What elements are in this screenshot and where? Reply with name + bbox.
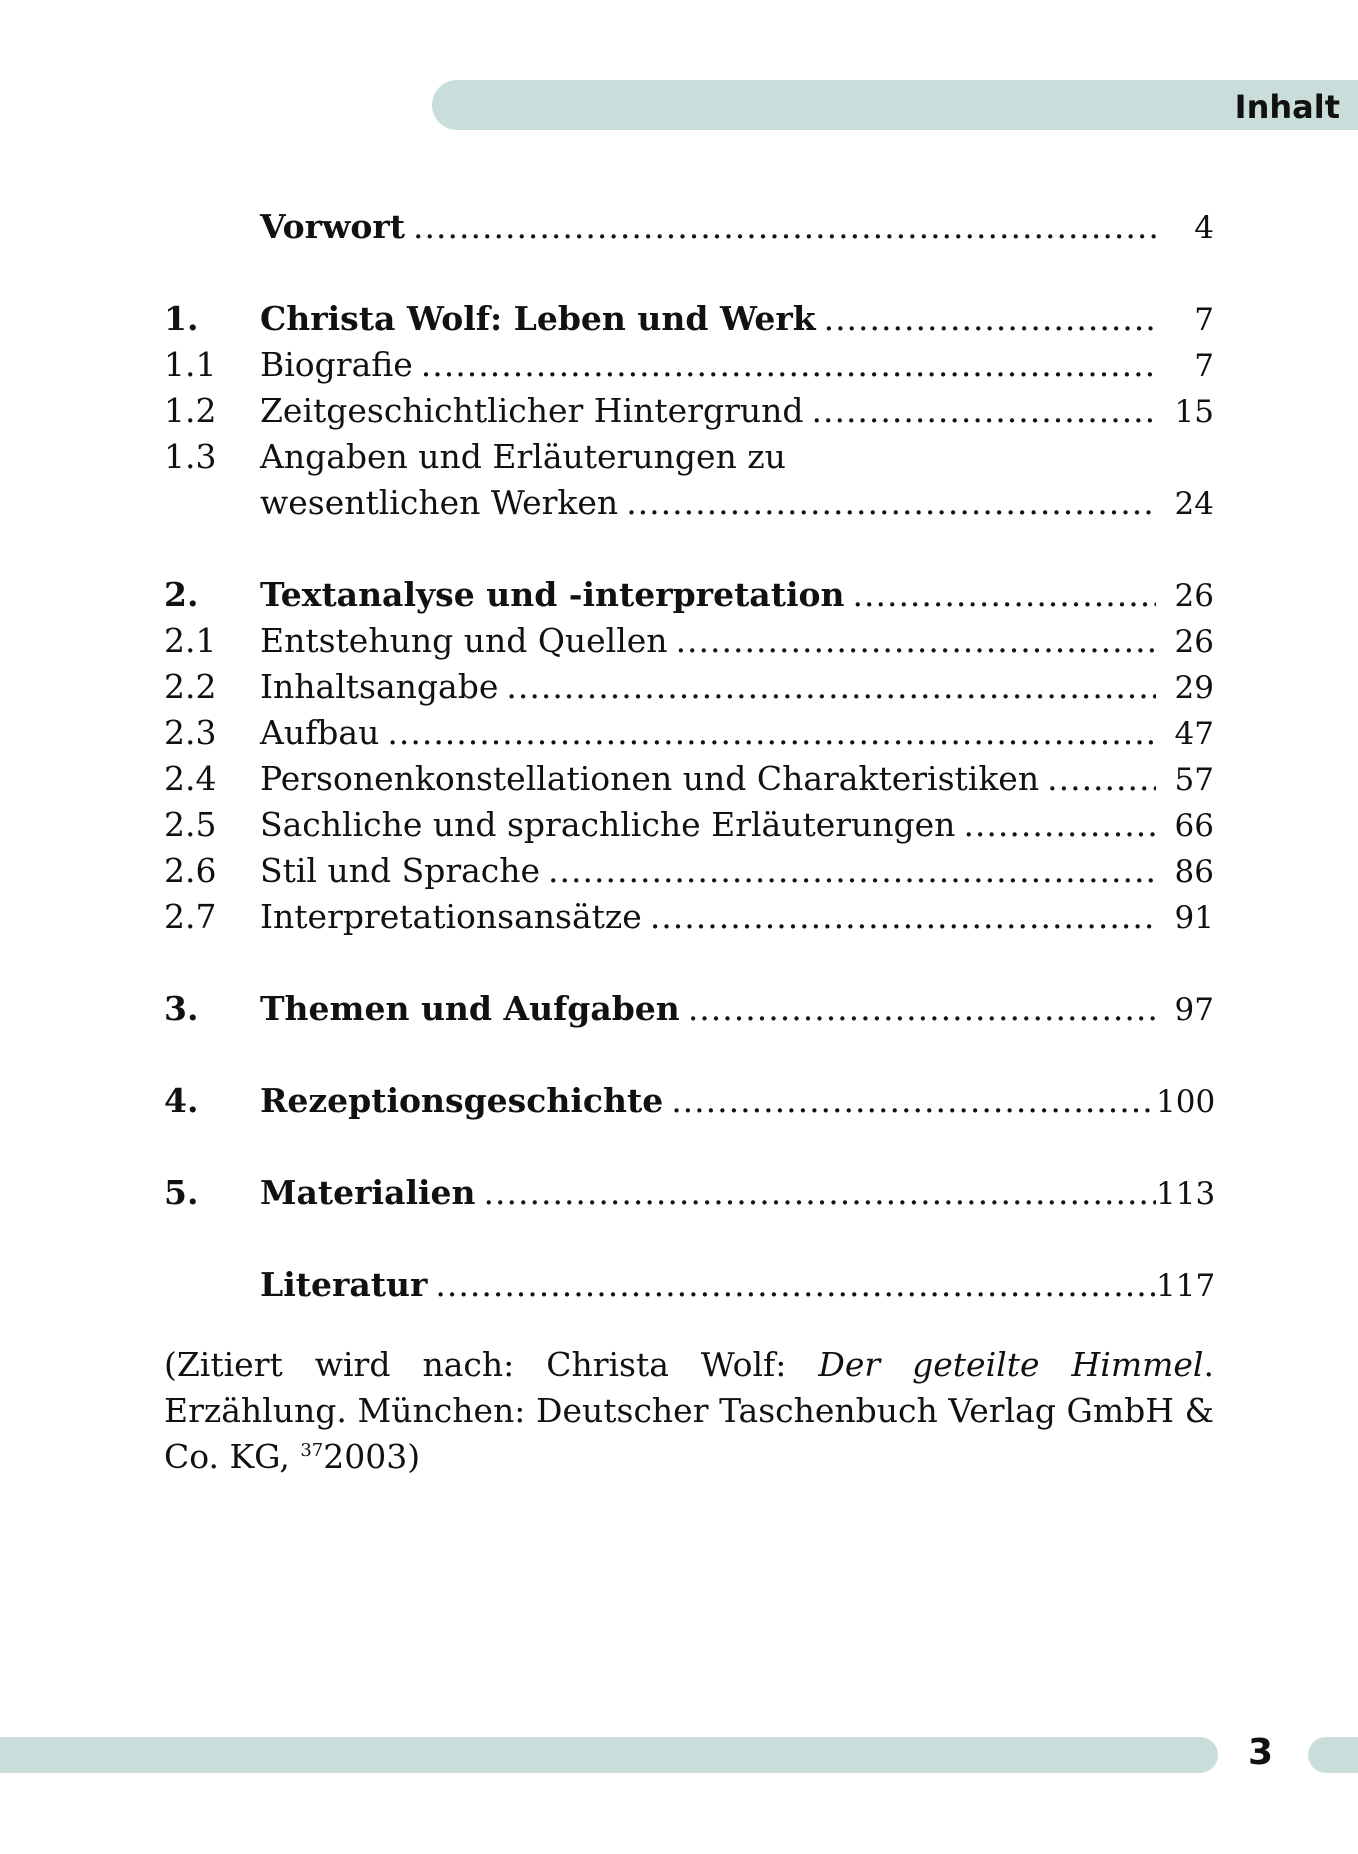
toc-leader-dots <box>484 1170 1156 1216</box>
toc-page: 117 <box>1156 1268 1216 1304</box>
toc-entry-vorwort[interactable] <box>164 204 1214 250</box>
toc-number: 3. <box>164 989 199 1028</box>
toc-entry-3[interactable] <box>164 986 1214 1032</box>
toc-entry-literatur[interactable] <box>164 1262 1214 1308</box>
header-bar <box>432 80 1358 130</box>
toc-entry-1-2[interactable] <box>164 388 1214 434</box>
toc-title: Entstehung und Quellen <box>260 621 668 660</box>
toc-number: 4. <box>164 1081 199 1120</box>
toc-entry-1-3[interactable] <box>164 434 1214 480</box>
toc-leader-dots <box>824 296 1156 342</box>
toc-number: 2.2 <box>164 667 217 706</box>
toc-title: Textanalyse und -interpretation <box>260 575 845 614</box>
toc-title: Literatur <box>260 1265 428 1304</box>
toc-page: 97 <box>1174 992 1214 1028</box>
toc-page: 26 <box>1174 578 1214 614</box>
toc-entry-4[interactable] <box>164 1078 1214 1124</box>
toc-entry-2-2[interactable] <box>164 664 1214 710</box>
toc-title: Personenkonstellationen und Charakteristiken <box>260 759 1040 798</box>
toc-leader-dots <box>548 848 1156 894</box>
toc-leader-dots <box>387 710 1156 756</box>
toc-number: 1. <box>164 299 199 338</box>
toc-leader-dots <box>506 664 1156 710</box>
citation-note <box>164 1342 1214 1480</box>
toc-number: 1.1 <box>164 345 217 384</box>
citation-year: 2003) <box>323 1437 421 1476</box>
toc-title: Christa Wolf: Leben und Werk <box>260 299 816 338</box>
citation-book-title: Der geteilte Himmel <box>818 1345 1204 1384</box>
toc-number: 5. <box>164 1173 199 1212</box>
toc-leader-dots <box>1047 756 1156 802</box>
toc-number: 2.1 <box>164 621 217 660</box>
toc-title: Interpretationsansätze <box>260 897 642 936</box>
toc-leader-dots <box>626 480 1156 526</box>
toc-page: 100 <box>1156 1084 1216 1120</box>
toc-leader-dots <box>421 342 1156 388</box>
toc-title-line2: wesentlichen Werken <box>260 483 619 522</box>
toc-page: 4 <box>1194 210 1214 246</box>
toc-page: 15 <box>1174 394 1214 430</box>
toc-leader-dots <box>963 802 1156 848</box>
toc-page: 113 <box>1156 1176 1216 1212</box>
toc-page: 29 <box>1174 670 1214 706</box>
toc-number: 2.5 <box>164 805 217 844</box>
toc-title: Inhaltsangabe <box>260 667 499 706</box>
toc-title: Materialien <box>260 1173 476 1212</box>
toc-entry-2-5[interactable] <box>164 802 1214 848</box>
toc-title-line1: Angaben und Erläuterungen zu <box>260 437 786 476</box>
toc-leader-dots <box>671 1078 1156 1124</box>
toc-number: 1.3 <box>164 437 217 476</box>
toc-leader-dots <box>650 894 1156 940</box>
toc-entry-2-7[interactable] <box>164 894 1214 940</box>
toc-entry-2-1[interactable] <box>164 618 1214 664</box>
toc-page: 66 <box>1174 808 1214 844</box>
footer-bar <box>0 1737 1218 1773</box>
toc-title: Rezeptionsgeschichte <box>260 1081 664 1120</box>
section-header-title: Inhalt <box>1234 88 1340 126</box>
citation-edition: 37 <box>300 1440 324 1461</box>
toc-entry-1-1[interactable] <box>164 342 1214 388</box>
toc-leader-dots <box>413 204 1156 250</box>
toc-leader-dots <box>811 388 1156 434</box>
toc-leader-dots <box>676 618 1156 664</box>
toc-page: 7 <box>1194 348 1214 384</box>
toc-entry-2-4[interactable] <box>164 756 1214 802</box>
toc-title: Sachliche und sprachliche Erläuterungen <box>260 805 956 844</box>
toc-page: 57 <box>1174 762 1214 798</box>
toc-title: Biografie <box>260 345 413 384</box>
toc-entry-2[interactable] <box>164 572 1214 618</box>
toc-leader-dots <box>688 986 1156 1032</box>
toc-number: 2. <box>164 575 199 614</box>
toc-entry-1[interactable] <box>164 296 1214 342</box>
page-number: 3 <box>1248 1732 1274 1773</box>
toc-title: Stil und Sprache <box>260 851 541 890</box>
toc-title: Themen und Aufgaben <box>260 989 680 1028</box>
toc-leader-dots <box>852 572 1156 618</box>
toc-entry-1-3-continued[interactable] <box>164 480 1214 526</box>
toc-title: Vorwort <box>260 207 406 246</box>
toc-entry-2-3[interactable] <box>164 710 1214 756</box>
toc-number: 2.7 <box>164 897 217 936</box>
toc-number: 2.3 <box>164 713 217 752</box>
toc-title: Aufbau <box>260 713 380 752</box>
toc-entry-2-6[interactable] <box>164 848 1214 894</box>
toc-title: Zeitgeschichtlicher Hintergrund <box>260 391 804 430</box>
citation-prefix: (Zitiert wird nach: Christa Wolf: <box>164 1345 819 1384</box>
toc-page: 24 <box>1174 486 1214 522</box>
toc-number: 2.4 <box>164 759 217 798</box>
toc-number: 2.6 <box>164 851 217 890</box>
toc-page: 7 <box>1194 302 1214 338</box>
citation-middle: . Erzählung. München: Deutscher Taschenbuch Verlag GmbH & Co. KG, <box>164 1345 1214 1476</box>
toc-entry-5[interactable] <box>164 1170 1214 1216</box>
toc-page: 47 <box>1174 716 1214 752</box>
table-of-contents <box>164 204 1214 1308</box>
toc-page: 26 <box>1174 624 1214 660</box>
toc-leader-dots <box>435 1262 1156 1308</box>
toc-page: 86 <box>1174 854 1214 890</box>
toc-page: 91 <box>1174 900 1214 936</box>
toc-number: 1.2 <box>164 391 217 430</box>
footer-pill <box>1308 1737 1358 1773</box>
